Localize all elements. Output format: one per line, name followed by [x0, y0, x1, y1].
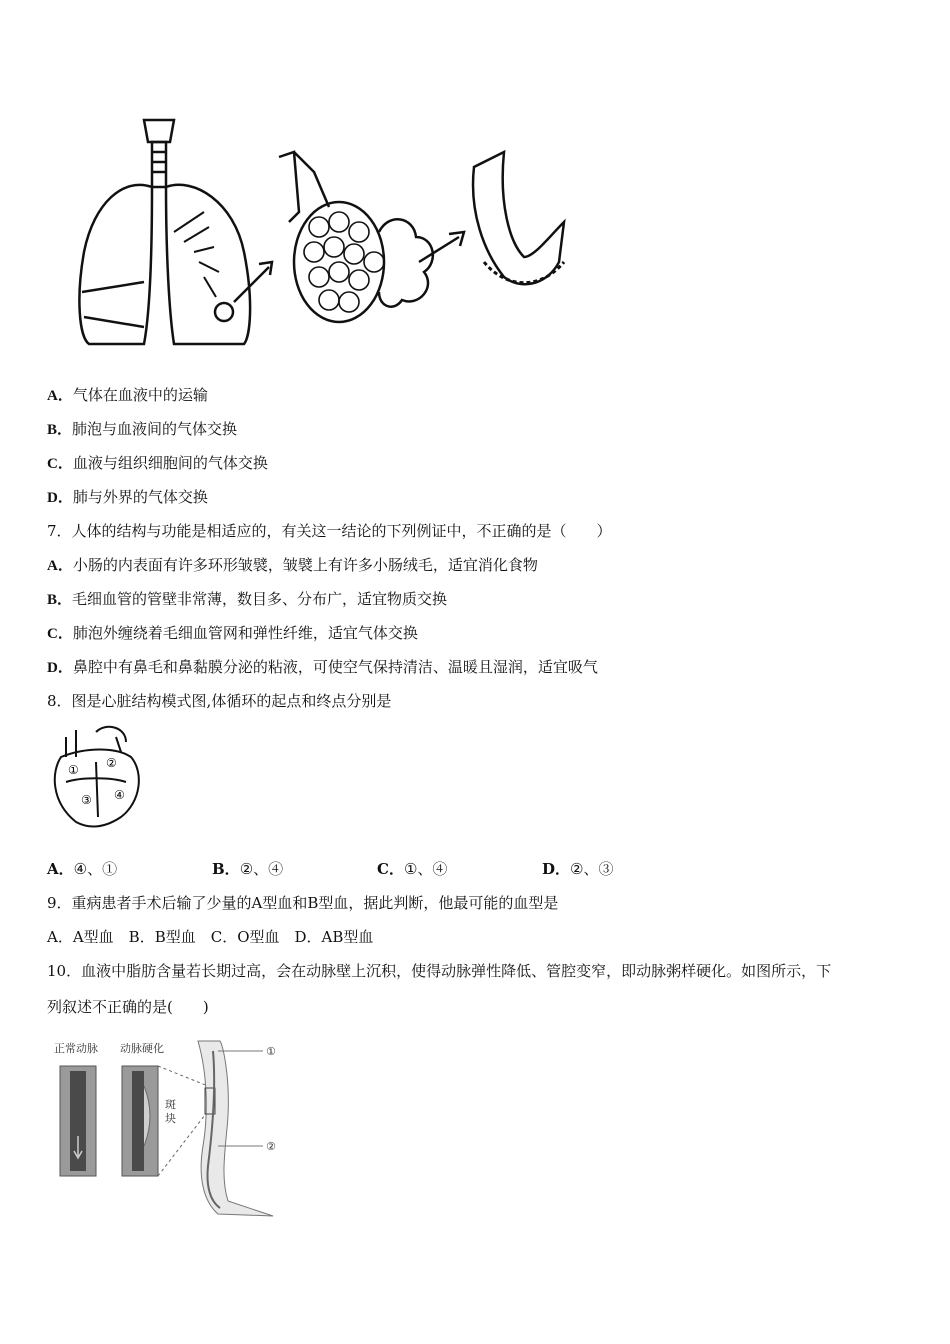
q9-stem: 9．重病患者手术后输了少量的A型血和B型血，据此判断，他最可能的血型是 [47, 894, 559, 912]
heart-label-2: ② [106, 756, 117, 770]
q6-option-b: B．肺泡与血液间的气体交换 [47, 420, 238, 438]
label-mark-2: ② [266, 1140, 276, 1153]
heart-label-1: ① [68, 763, 79, 777]
q7-option-b: B．毛细血管的管壁非常薄，数目多、分布广，适宜物质交换 [47, 590, 448, 608]
q10-stem-line2: 列叙述不正确的是( ) [47, 998, 209, 1016]
q10-stem-line1: 10．血液中脂肪含量若长期过高，会在动脉壁上沉积，使得动脉弹性降低、管腔变窄，即动脉粥样硬化。如图所示，下 [47, 962, 832, 980]
heart-label-4: ④ [114, 788, 125, 802]
label-plaque-2: 块 [165, 1112, 176, 1125]
q8-option-b: B．②、④ [212, 860, 284, 878]
q8-option-c: C．①、④ [377, 860, 448, 878]
heart-figure [46, 722, 146, 832]
label-normal-artery: 正常动脉 [54, 1042, 98, 1055]
q6-option-c: C．血液与组织细胞间的气体交换 [47, 454, 268, 472]
q7-stem: 7．人体的结构与功能是相适应的，有关这一结论的下列例证中，不正确的是（ ） [47, 522, 612, 540]
heart-label-3: ③ [81, 793, 92, 807]
label-plaque-1: 斑 [165, 1098, 176, 1111]
q8-stem: 8．图是心脏结构模式图,体循环的起点和终点分别是 [47, 692, 392, 710]
respiration-figure [44, 112, 584, 352]
q8-option-a: A．④、① [47, 860, 118, 878]
artery-figure [48, 1036, 298, 1221]
q9-options: A．A型血 B．B型血 C．O型血 D．AB型血 [47, 928, 374, 946]
q7-option-d: D．鼻腔中有鼻毛和鼻黏膜分泌的粘液，可使空气保持清洁、温暖且湿润，适宜吸气 [47, 658, 598, 676]
label-mark-1: ① [266, 1045, 276, 1058]
q7-option-c: C．肺泡外缠绕着毛细血管网和弹性纤维，适宜气体交换 [47, 624, 418, 642]
q6-option-d: D．肺与外界的气体交换 [47, 488, 208, 506]
label-hardened-artery: 动脉硬化 [120, 1042, 164, 1055]
q7-option-a: A．小肠的内表面有许多环形皱襞，皱襞上有许多小肠绒毛，适宜消化食物 [47, 556, 538, 574]
q8-option-d: D．②、③ [542, 860, 614, 878]
q6-option-a: A．气体在血液中的运输 [47, 386, 208, 404]
